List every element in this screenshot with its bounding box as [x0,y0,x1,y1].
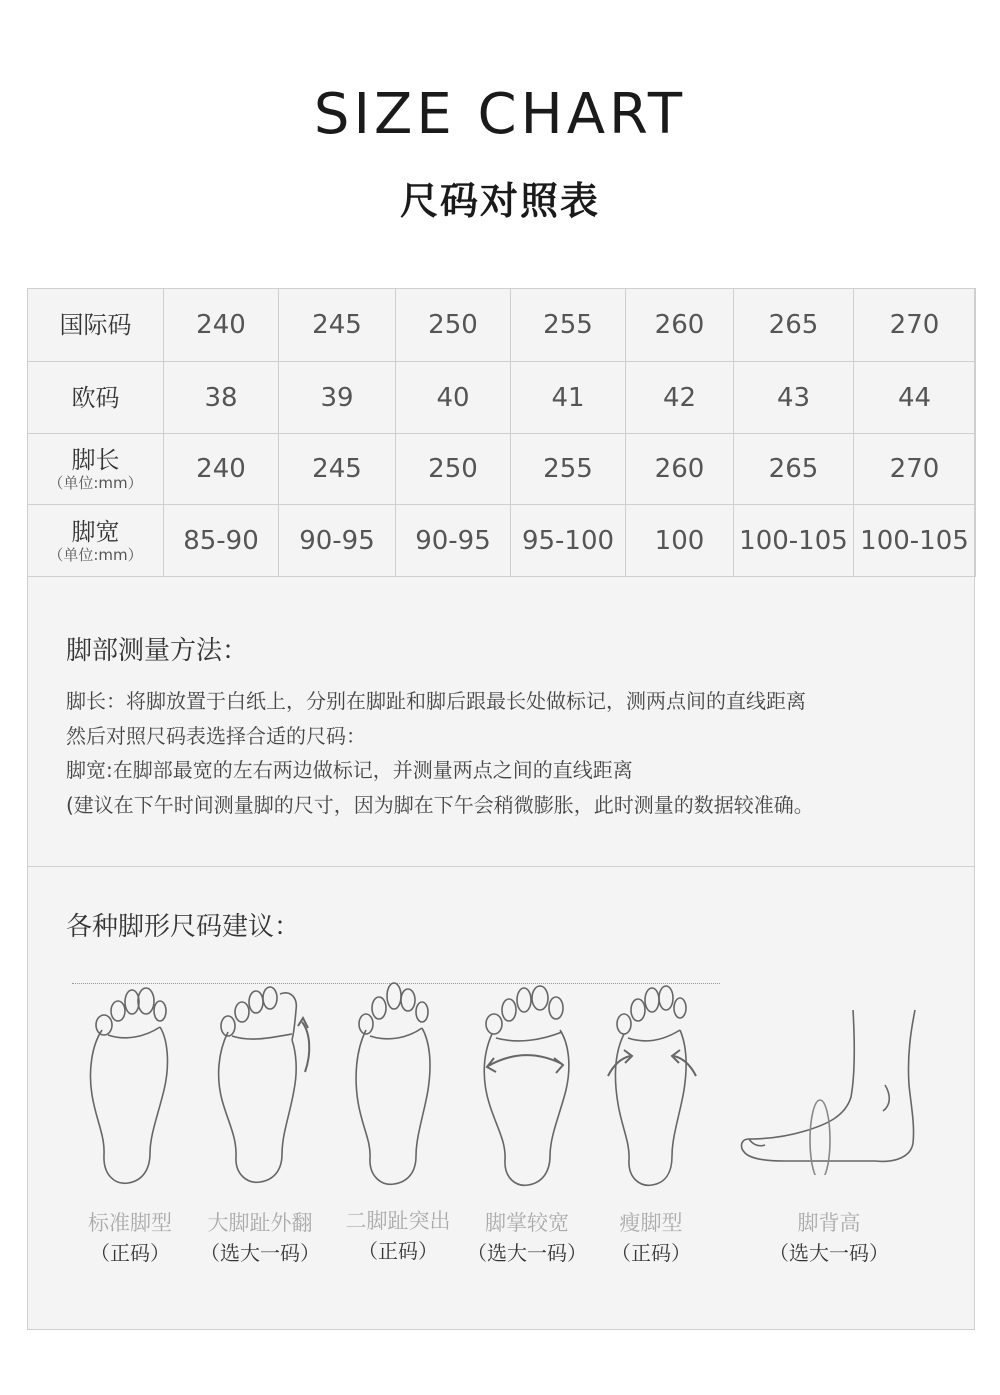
section-divider [27,866,975,867]
foot-type-label [754,1208,904,1268]
size-cell: 90-95 [279,505,396,577]
standard-foot-icon [80,985,180,1190]
size-cell: 240 [164,289,279,362]
size-cell: 270 [854,289,976,362]
size-cell: 260 [626,434,734,505]
size-cell: 41 [511,362,626,434]
row-header [28,289,164,362]
foot-type-advice: （正码） [90,1241,170,1265]
measure-line: (建议在下午时间测量脚的尺寸，因为脚在下午会稍微膨胀，此时测量的数据较准确。 [66,792,814,817]
size-cell: 43 [734,362,854,434]
measure-line: 脚长：将脚放置于白纸上，分别在脚趾和脚后跟最长处做标记，测两点间的直线距离 [66,689,806,713]
long-second-toe-foot-icon [348,982,443,1190]
measure-line: 然后对照尺码表选择合适的尺码： [66,723,366,748]
measure-section-title: 脚部测量方法： [66,636,249,666]
size-cell: 100 [626,505,734,577]
measure-line: 脚宽:在脚部最宽的左右两边做标记，并测量两点之间的直线距离 [66,758,633,782]
size-cell: 265 [734,434,854,505]
size-cell: 90-95 [396,505,511,577]
size-cell: 240 [164,434,279,505]
size-cell: 255 [511,289,626,362]
size-cell: 250 [396,434,511,505]
size-cell: 250 [396,289,511,362]
row-header-label: 欧码 [71,383,120,412]
row-header [28,362,164,434]
row-header-label: 脚宽 [71,517,120,546]
size-cell: 42 [626,362,734,434]
row-header-unit: （单位:mm） [48,474,143,492]
size-table [27,288,976,577]
foot-type-name: 脚背高 [797,1211,861,1235]
size-cell: 255 [511,434,626,505]
foot-type-name: 瘦脚型 [619,1211,683,1235]
wide-foot-icon [478,982,578,1190]
size-cell: 100-105 [734,505,854,577]
size-table-row [28,505,976,577]
foot-type-name: 大脚趾外翻 [207,1211,313,1235]
row-header [28,434,164,505]
foot-type-advice: （选大一码） [467,1241,587,1265]
narrow-foot-icon [600,982,705,1190]
page-title-en: SIZE CHART [313,82,687,147]
size-cell: 245 [279,434,396,505]
size-cell: 39 [279,362,396,434]
row-header-label: 脚长 [71,446,120,474]
foot-type-advice: （正码） [611,1241,691,1265]
foot-type-name: 脚掌较宽 [485,1211,569,1235]
foot-type-label [55,1208,205,1268]
foot-type-advice: （正码） [358,1239,438,1263]
foot-type-label [323,1206,473,1266]
size-cell: 245 [279,289,396,362]
size-cell: 260 [626,289,734,362]
size-cell: 270 [854,434,976,505]
size-table-row [28,362,976,434]
foot-type-name: 二脚趾突出 [345,1209,451,1233]
high-instep-foot-icon [735,1005,920,1175]
measure-instructions [66,684,814,822]
size-cell: 44 [854,362,976,434]
foot-type-label [185,1208,335,1268]
row-header-unit: （单位:mm） [48,545,143,564]
size-cell: 265 [734,289,854,362]
size-cell: 95-100 [511,505,626,577]
foot-type-section-title: 各种脚形尺码建议： [66,912,301,942]
foot-type-advice: （选大一码） [200,1241,320,1265]
size-cell: 85-90 [164,505,279,577]
size-cell: 100-105 [854,505,976,577]
size-table-row [28,289,976,362]
size-cell: 40 [396,362,511,434]
bunion-foot-icon [210,982,325,1192]
row-header-label: 国际码 [59,311,132,339]
size-table-row [28,434,976,505]
foot-type-label [576,1208,726,1268]
page-title-cn: 尺码对照表 [399,179,600,223]
size-cell: 38 [164,362,279,434]
foot-type-name: 标准脚型 [88,1211,172,1235]
row-header [28,505,164,577]
foot-type-advice: （选大一码） [769,1241,889,1265]
